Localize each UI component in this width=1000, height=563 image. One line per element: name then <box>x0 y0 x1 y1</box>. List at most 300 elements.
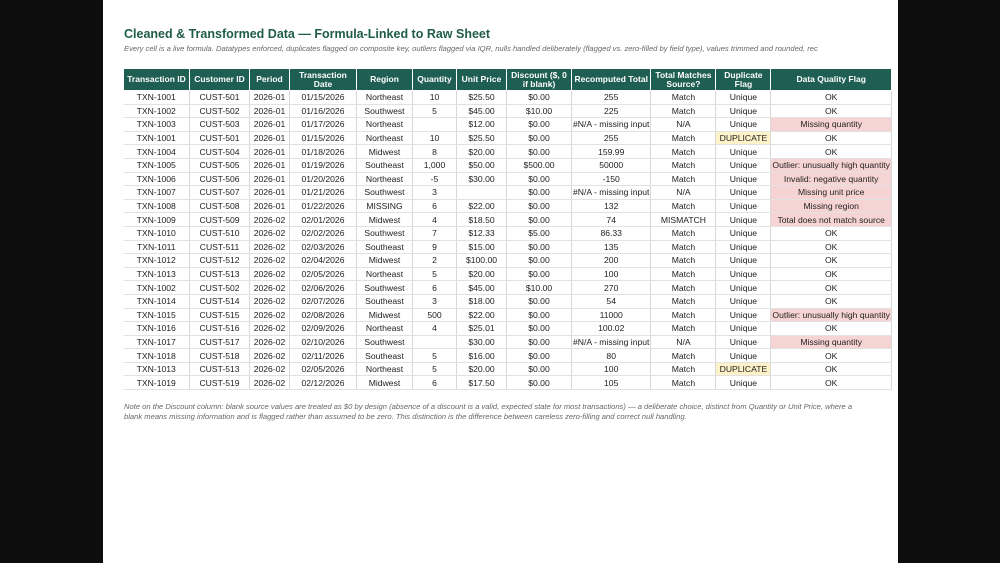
table-cell[interactable]: 02/11/2026 <box>290 349 357 363</box>
table-cell[interactable]: 8 <box>413 145 457 159</box>
table-cell[interactable]: 4 <box>413 322 457 336</box>
table-cell[interactable]: 01/20/2026 <box>290 172 357 186</box>
table-cell[interactable]: $0.00 <box>507 254 572 268</box>
table-cell[interactable]: TXN-1002 <box>124 281 190 295</box>
table-cell[interactable]: 4 <box>413 213 457 227</box>
table-cell[interactable]: 9 <box>413 240 457 254</box>
table-cell[interactable]: 2026-01 <box>250 145 290 159</box>
table-cell[interactable]: CUST-518 <box>190 349 250 363</box>
column-header[interactable]: Recomputed Total <box>572 69 651 91</box>
table-cell[interactable]: $0.00 <box>507 308 572 322</box>
table-cell[interactable]: 2026-01 <box>250 199 290 213</box>
table-cell[interactable]: TXN-1009 <box>124 213 190 227</box>
table-cell[interactable]: Midwest <box>357 213 413 227</box>
table-row <box>124 254 892 268</box>
table-cell[interactable]: $20.00 <box>457 145 507 159</box>
table-cell[interactable]: 5 <box>413 362 457 376</box>
column-header[interactable]: Period <box>250 69 290 91</box>
table-cell[interactable]: Match <box>651 104 716 118</box>
table-cell[interactable]: $45.00 <box>457 104 507 118</box>
table-row <box>124 213 892 227</box>
table-cell[interactable]: 2026-02 <box>250 254 290 268</box>
table-cell[interactable]: $25.50 <box>457 91 507 105</box>
table-cell[interactable]: CUST-510 <box>190 226 250 240</box>
table-cell[interactable]: OK <box>771 294 892 308</box>
table-cell[interactable]: 2026-02 <box>250 322 290 336</box>
table-cell[interactable]: Match <box>651 226 716 240</box>
table-cell[interactable]: Northeast <box>357 322 413 336</box>
table-cell[interactable]: 132 <box>572 199 651 213</box>
table-cell[interactable]: CUST-519 <box>190 376 250 390</box>
table-cell[interactable]: Northeast <box>357 172 413 186</box>
table-cell[interactable]: Unique <box>716 199 771 213</box>
table-cell[interactable]: MISSING <box>357 199 413 213</box>
table-row <box>124 281 892 295</box>
table-cell[interactable]: Unique <box>716 349 771 363</box>
table-cell[interactable]: $0.00 <box>507 199 572 213</box>
table-cell[interactable]: 80 <box>572 349 651 363</box>
table-cell[interactable]: TXN-1013 <box>124 267 190 281</box>
table-cell[interactable]: 2026-02 <box>250 335 290 349</box>
table-cell[interactable]: TXN-1001 <box>124 131 190 145</box>
table-cell[interactable]: CUST-502 <box>190 104 250 118</box>
table-cell[interactable]: $25.01 <box>457 322 507 336</box>
table-cell[interactable]: Unique <box>716 158 771 172</box>
table-cell[interactable]: 01/15/2026 <box>290 131 357 145</box>
table-cell[interactable]: OK <box>771 240 892 254</box>
table-cell[interactable]: Northeast <box>357 131 413 145</box>
table-cell[interactable]: Unique <box>716 186 771 200</box>
table-cell[interactable]: TXN-1016 <box>124 322 190 336</box>
table-cell[interactable]: #N/A - missing input <box>573 119 650 130</box>
table-cell[interactable]: TXN-1001 <box>124 91 190 105</box>
table-cell[interactable]: 3 <box>413 186 457 200</box>
table-cell[interactable]: Missing quantity <box>771 118 892 132</box>
table-cell[interactable]: Northeast <box>357 91 413 105</box>
table-cell[interactable]: $45.00 <box>457 281 507 295</box>
table-cell[interactable]: 02/10/2026 <box>290 335 357 349</box>
table-cell[interactable]: N/A <box>651 118 716 132</box>
table-cell[interactable]: Missing quantity <box>771 335 892 349</box>
table-cell[interactable]: 200 <box>572 254 651 268</box>
table-cell[interactable]: OK <box>771 267 892 281</box>
table-cell[interactable]: OK <box>771 131 892 145</box>
table-cell[interactable]: $30.00 <box>457 335 507 349</box>
table-cell[interactable]: 6 <box>413 199 457 213</box>
table-cell[interactable]: TXN-1007 <box>124 186 190 200</box>
table-cell[interactable]: 01/18/2026 <box>290 145 357 159</box>
table-cell[interactable]: -150 <box>572 172 651 186</box>
table-cell[interactable]: Unique <box>716 376 771 390</box>
table-cell[interactable]: CUST-504 <box>190 145 250 159</box>
table-cell[interactable]: 10 <box>413 131 457 145</box>
table-cell[interactable]: 02/04/2026 <box>290 254 357 268</box>
table-cell[interactable]: CUST-503 <box>190 118 250 132</box>
table-cell[interactable]: 02/07/2026 <box>290 294 357 308</box>
table-cell[interactable]: Southeast <box>357 294 413 308</box>
table-cell[interactable]: TXN-1013 <box>124 362 190 376</box>
table-row <box>124 226 892 240</box>
table-cell[interactable]: 02/06/2026 <box>290 281 357 295</box>
table-cell[interactable]: 01/21/2026 <box>290 186 357 200</box>
table-cell[interactable]: Match <box>651 254 716 268</box>
table-cell[interactable]: $0.00 <box>507 91 572 105</box>
spreadsheet-page <box>103 0 898 563</box>
table-cell[interactable]: Unique <box>716 322 771 336</box>
table-cell[interactable]: Match <box>651 172 716 186</box>
table-cell[interactable]: CUST-517 <box>190 335 250 349</box>
table-cell[interactable]: Match <box>651 294 716 308</box>
table-cell[interactable]: 2026-01 <box>250 158 290 172</box>
table-cell[interactable]: 10 <box>413 91 457 105</box>
table-cell[interactable]: $500.00 <box>507 158 572 172</box>
table-cell[interactable]: 6 <box>413 281 457 295</box>
table-cell[interactable]: Midwest <box>357 254 413 268</box>
table-row <box>124 158 892 172</box>
table-cell[interactable]: 100 <box>572 267 651 281</box>
table-cell[interactable]: N/A <box>651 186 716 200</box>
table-cell[interactable]: CUST-505 <box>190 158 250 172</box>
table-cell[interactable]: 2026-02 <box>250 213 290 227</box>
table-cell[interactable]: TXN-1018 <box>124 349 190 363</box>
table-row <box>124 199 892 213</box>
table-cell[interactable]: Match <box>651 91 716 105</box>
table-cell[interactable]: $10.00 <box>507 281 572 295</box>
table-cell[interactable]: TXN-1019 <box>124 376 190 390</box>
table-cell[interactable]: DUPLICATE <box>716 362 771 376</box>
table-cell[interactable]: -5 <box>413 172 457 186</box>
table-cell[interactable]: $17.50 <box>457 376 507 390</box>
table-cell[interactable]: Northeast <box>357 362 413 376</box>
table-cell[interactable]: $0.00 <box>507 131 572 145</box>
table-cell[interactable]: $0.00 <box>507 118 572 132</box>
table-cell[interactable]: Northeast <box>357 267 413 281</box>
table-body <box>124 91 892 390</box>
table-cell[interactable]: Match <box>651 376 716 390</box>
table-cell[interactable]: 2026-01 <box>250 131 290 145</box>
table-cell[interactable]: Midwest <box>357 145 413 159</box>
table-cell[interactable]: 2026-02 <box>250 362 290 376</box>
table-cell[interactable]: CUST-513 <box>190 267 250 281</box>
table-cell[interactable]: Match <box>651 240 716 254</box>
table-cell[interactable]: Unique <box>716 91 771 105</box>
table-cell[interactable]: 02/01/2026 <box>290 213 357 227</box>
table-cell[interactable]: 2026-02 <box>250 294 290 308</box>
table-cell[interactable]: 2026-02 <box>250 226 290 240</box>
table-cell[interactable]: OK <box>771 322 892 336</box>
table-cell[interactable]: #N/A - missing input <box>573 336 650 347</box>
table-cell[interactable]: 2 <box>413 254 457 268</box>
table-cell[interactable]: $12.00 <box>457 118 507 132</box>
table-cell[interactable]: TXN-1008 <box>124 199 190 213</box>
table-cell[interactable]: Missing region <box>771 199 892 213</box>
table-cell[interactable]: 1,000 <box>413 158 457 172</box>
table-cell[interactable]: 01/19/2026 <box>290 158 357 172</box>
table-cell[interactable]: N/A <box>651 335 716 349</box>
table-cell[interactable]: TXN-1012 <box>124 254 190 268</box>
table-cell[interactable]: TXN-1011 <box>124 240 190 254</box>
table-cell[interactable]: TXN-1014 <box>124 294 190 308</box>
table-cell[interactable]: $0.00 <box>507 186 572 200</box>
table-cell[interactable]: 5 <box>413 104 457 118</box>
column-header[interactable]: Data Quality Flag <box>771 69 892 91</box>
table-cell[interactable]: Unique <box>716 308 771 322</box>
table-cell[interactable]: 255 <box>572 91 651 105</box>
table-cell[interactable]: 2026-02 <box>250 267 290 281</box>
column-header[interactable]: Total Matches Source? <box>651 69 716 91</box>
column-header[interactable]: Transaction Date <box>290 69 357 91</box>
table-cell[interactable]: 6 <box>413 376 457 390</box>
table-cell[interactable]: 105 <box>572 376 651 390</box>
table-row <box>124 362 892 376</box>
table-cell[interactable]: CUST-511 <box>190 240 250 254</box>
table-row <box>124 172 892 186</box>
table-row <box>124 131 892 145</box>
cleaned-data-table <box>123 68 892 390</box>
table-cell[interactable]: CUST-509 <box>190 213 250 227</box>
table-cell[interactable]: $50.00 <box>457 158 507 172</box>
column-header[interactable]: Transaction ID <box>124 69 190 91</box>
table-cell[interactable]: 2026-01 <box>250 172 290 186</box>
table-row <box>124 240 892 254</box>
table-cell[interactable] <box>413 335 457 349</box>
table-row <box>124 322 892 336</box>
table-cell[interactable]: OK <box>771 254 892 268</box>
table-cell[interactable]: OK <box>771 226 892 240</box>
table-cell[interactable]: 86.33 <box>572 226 651 240</box>
table-cell[interactable]: OK <box>771 145 892 159</box>
table-cell[interactable]: OK <box>771 281 892 295</box>
table-cell[interactable]: #N/A - missing input <box>573 187 650 198</box>
table-cell[interactable]: 11000 <box>572 308 651 322</box>
table-cell[interactable]: Unique <box>716 294 771 308</box>
table-cell[interactable] <box>413 118 457 132</box>
table-cell[interactable]: CUST-501 <box>190 91 250 105</box>
table-cell[interactable]: Southwest <box>357 226 413 240</box>
table-row <box>124 104 892 118</box>
column-header[interactable]: Discount ($, 0 if blank) <box>507 69 572 91</box>
table-cell[interactable]: 2026-02 <box>250 281 290 295</box>
table-cell[interactable]: OK <box>771 104 892 118</box>
table-cell[interactable]: $20.00 <box>457 362 507 376</box>
column-header[interactable]: Duplicate Flag <box>716 69 771 91</box>
table-cell[interactable]: TXN-1002 <box>124 104 190 118</box>
table-cell[interactable]: 50000 <box>572 158 651 172</box>
table-cell[interactable]: Unique <box>716 254 771 268</box>
table-cell[interactable]: $0.00 <box>507 240 572 254</box>
table-cell[interactable]: Southeast <box>357 349 413 363</box>
table-cell[interactable]: 500 <box>413 308 457 322</box>
table-row <box>124 145 892 159</box>
table-cell[interactable]: $0.00 <box>507 213 572 227</box>
table-cell[interactable]: Missing unit price <box>771 186 892 200</box>
table-cell[interactable]: 01/15/2026 <box>290 91 357 105</box>
table-cell[interactable]: Outlier: unusually high quantity <box>772 160 890 171</box>
table-cell[interactable]: 54 <box>572 294 651 308</box>
table-cell[interactable]: TXN-1004 <box>124 145 190 159</box>
table-cell[interactable]: $16.00 <box>457 349 507 363</box>
table-cell[interactable]: 2026-01 <box>250 118 290 132</box>
table-cell[interactable]: TXN-1015 <box>124 308 190 322</box>
table-cell[interactable]: DUPLICATE <box>716 131 771 145</box>
column-header[interactable]: Customer ID <box>190 69 250 91</box>
table-cell[interactable]: $0.00 <box>507 322 572 336</box>
table-cell[interactable]: 2026-02 <box>250 376 290 390</box>
table-cell[interactable]: Unique <box>716 226 771 240</box>
table-cell[interactable]: $0.00 <box>507 335 572 349</box>
table-cell[interactable]: Match <box>651 308 716 322</box>
table-cell[interactable]: TXN-1005 <box>124 158 190 172</box>
table-cell[interactable]: Invalid: negative quantity <box>771 172 892 186</box>
table-cell[interactable]: OK <box>771 349 892 363</box>
table-cell[interactable]: Match <box>651 145 716 159</box>
table-cell[interactable]: CUST-513 <box>190 362 250 376</box>
table-cell[interactable]: $18.00 <box>457 294 507 308</box>
table-cell[interactable]: Unique <box>716 104 771 118</box>
table-cell[interactable]: 02/03/2026 <box>290 240 357 254</box>
table-row <box>124 349 892 363</box>
table-cell[interactable]: Total does not match source <box>771 213 892 227</box>
table-cell[interactable]: 2026-01 <box>250 91 290 105</box>
table-cell[interactable]: Match <box>651 199 716 213</box>
table-cell[interactable]: 2026-02 <box>250 349 290 363</box>
table-cell[interactable]: Unique <box>716 118 771 132</box>
table-cell[interactable]: $0.00 <box>507 349 572 363</box>
table-cell[interactable]: 02/09/2026 <box>290 322 357 336</box>
table-cell[interactable]: MISMATCH <box>651 213 716 227</box>
table-cell[interactable]: $5.00 <box>507 226 572 240</box>
table-cell[interactable]: Unique <box>716 213 771 227</box>
table-cell[interactable]: 135 <box>572 240 651 254</box>
table-cell[interactable]: 74 <box>572 213 651 227</box>
table-cell[interactable]: CUST-506 <box>190 172 250 186</box>
table-cell[interactable]: TXN-1003 <box>124 118 190 132</box>
table-cell[interactable]: CUST-508 <box>190 199 250 213</box>
table-cell[interactable]: TXN-1010 <box>124 226 190 240</box>
table-cell[interactable]: $30.00 <box>457 172 507 186</box>
table-cell[interactable]: $22.00 <box>457 199 507 213</box>
table-cell[interactable]: Unique <box>716 335 771 349</box>
table-cell[interactable]: CUST-502 <box>190 281 250 295</box>
table-cell[interactable]: Midwest <box>357 308 413 322</box>
table-cell[interactable]: 3 <box>413 294 457 308</box>
table-cell[interactable]: CUST-512 <box>190 254 250 268</box>
table-cell[interactable]: Unique <box>716 240 771 254</box>
table-cell[interactable]: 2026-02 <box>250 308 290 322</box>
table-cell[interactable]: 159.99 <box>572 145 651 159</box>
table-cell[interactable]: 02/02/2026 <box>290 226 357 240</box>
table-cell[interactable] <box>457 186 507 200</box>
table-cell[interactable]: 01/17/2026 <box>290 118 357 132</box>
column-header[interactable]: Unit Price <box>457 69 507 91</box>
table-header-row <box>124 69 892 91</box>
table-cell[interactable]: Match <box>651 131 716 145</box>
table-cell[interactable]: 225 <box>572 104 651 118</box>
table-cell[interactable]: 270 <box>572 281 651 295</box>
table-row <box>124 308 892 322</box>
table-cell[interactable]: $15.00 <box>457 240 507 254</box>
table-cell[interactable]: OK <box>771 376 892 390</box>
table-cell[interactable]: 100.02 <box>572 322 651 336</box>
table-cell[interactable]: $0.00 <box>507 172 572 186</box>
table-row <box>124 335 892 349</box>
table-cell[interactable]: $10.00 <box>507 104 572 118</box>
table-cell[interactable]: Match <box>651 158 716 172</box>
table-cell[interactable]: 01/22/2026 <box>290 199 357 213</box>
table-cell[interactable]: CUST-507 <box>190 186 250 200</box>
table-cell[interactable]: Match <box>651 281 716 295</box>
table-cell[interactable]: $0.00 <box>507 362 572 376</box>
table-cell[interactable]: CUST-501 <box>190 131 250 145</box>
column-header[interactable]: Region <box>357 69 413 91</box>
table-cell[interactable]: CUST-514 <box>190 294 250 308</box>
table-cell[interactable]: $25.50 <box>457 131 507 145</box>
table-cell[interactable]: $22.00 <box>457 308 507 322</box>
table-cell[interactable]: CUST-515 <box>190 308 250 322</box>
table-row <box>124 118 892 132</box>
column-header[interactable]: Quantity <box>413 69 457 91</box>
table-cell[interactable]: 2026-01 <box>250 186 290 200</box>
table-cell[interactable]: 02/05/2026 <box>290 267 357 281</box>
table-cell[interactable]: CUST-516 <box>190 322 250 336</box>
table-cell[interactable]: 02/05/2026 <box>290 362 357 376</box>
table-cell[interactable]: Midwest <box>357 376 413 390</box>
table-cell[interactable]: Northeast <box>357 118 413 132</box>
table-cell[interactable]: 02/08/2026 <box>290 308 357 322</box>
table-cell[interactable]: 2026-01 <box>250 104 290 118</box>
table-cell[interactable]: Southeast <box>357 158 413 172</box>
table-cell[interactable]: Unique <box>716 281 771 295</box>
table-cell[interactable]: $18.50 <box>457 213 507 227</box>
table-cell[interactable]: Southwest <box>357 281 413 295</box>
table-cell[interactable]: 01/16/2026 <box>290 104 357 118</box>
table-cell[interactable]: Match <box>651 322 716 336</box>
table-cell[interactable]: $0.00 <box>507 376 572 390</box>
sheet-title: Cleaned & Transformed Data — Formula-Linked to Raw Sheet <box>124 27 491 41</box>
table-cell[interactable]: $0.00 <box>507 294 572 308</box>
table-cell[interactable]: Southwest <box>357 335 413 349</box>
table-cell[interactable]: Southwest <box>357 186 413 200</box>
table-cell[interactable]: Outlier: unusually high quantity <box>772 309 890 320</box>
table-row <box>124 267 892 281</box>
table-cell[interactable]: TXN-1017 <box>124 335 190 349</box>
table-cell[interactable]: 02/12/2026 <box>290 376 357 390</box>
table-cell[interactable]: Unique <box>716 267 771 281</box>
table-cell[interactable]: $12.33 <box>457 226 507 240</box>
table-cell[interactable]: $0.00 <box>507 145 572 159</box>
table-cell[interactable]: 5 <box>413 267 457 281</box>
table-cell[interactable]: $100.00 <box>457 254 507 268</box>
table-cell[interactable]: 100 <box>572 362 651 376</box>
table-cell[interactable]: Match <box>651 267 716 281</box>
table-cell[interactable]: 2026-02 <box>250 240 290 254</box>
table-cell[interactable]: 7 <box>413 226 457 240</box>
table-cell[interactable]: 255 <box>572 131 651 145</box>
table-cell[interactable]: Match <box>651 349 716 363</box>
table-cell[interactable]: Match <box>651 362 716 376</box>
table-cell[interactable]: OK <box>771 362 892 376</box>
table-cell[interactable]: OK <box>771 91 892 105</box>
table-row <box>124 294 892 308</box>
table-cell[interactable]: $0.00 <box>507 267 572 281</box>
table-cell[interactable]: 5 <box>413 349 457 363</box>
table-cell[interactable]: Unique <box>716 145 771 159</box>
table-cell[interactable]: Unique <box>716 172 771 186</box>
table-cell[interactable]: Southeast <box>357 240 413 254</box>
table-cell[interactable]: Southwest <box>357 104 413 118</box>
table-cell[interactable]: $20.00 <box>457 267 507 281</box>
table-cell[interactable]: TXN-1006 <box>124 172 190 186</box>
